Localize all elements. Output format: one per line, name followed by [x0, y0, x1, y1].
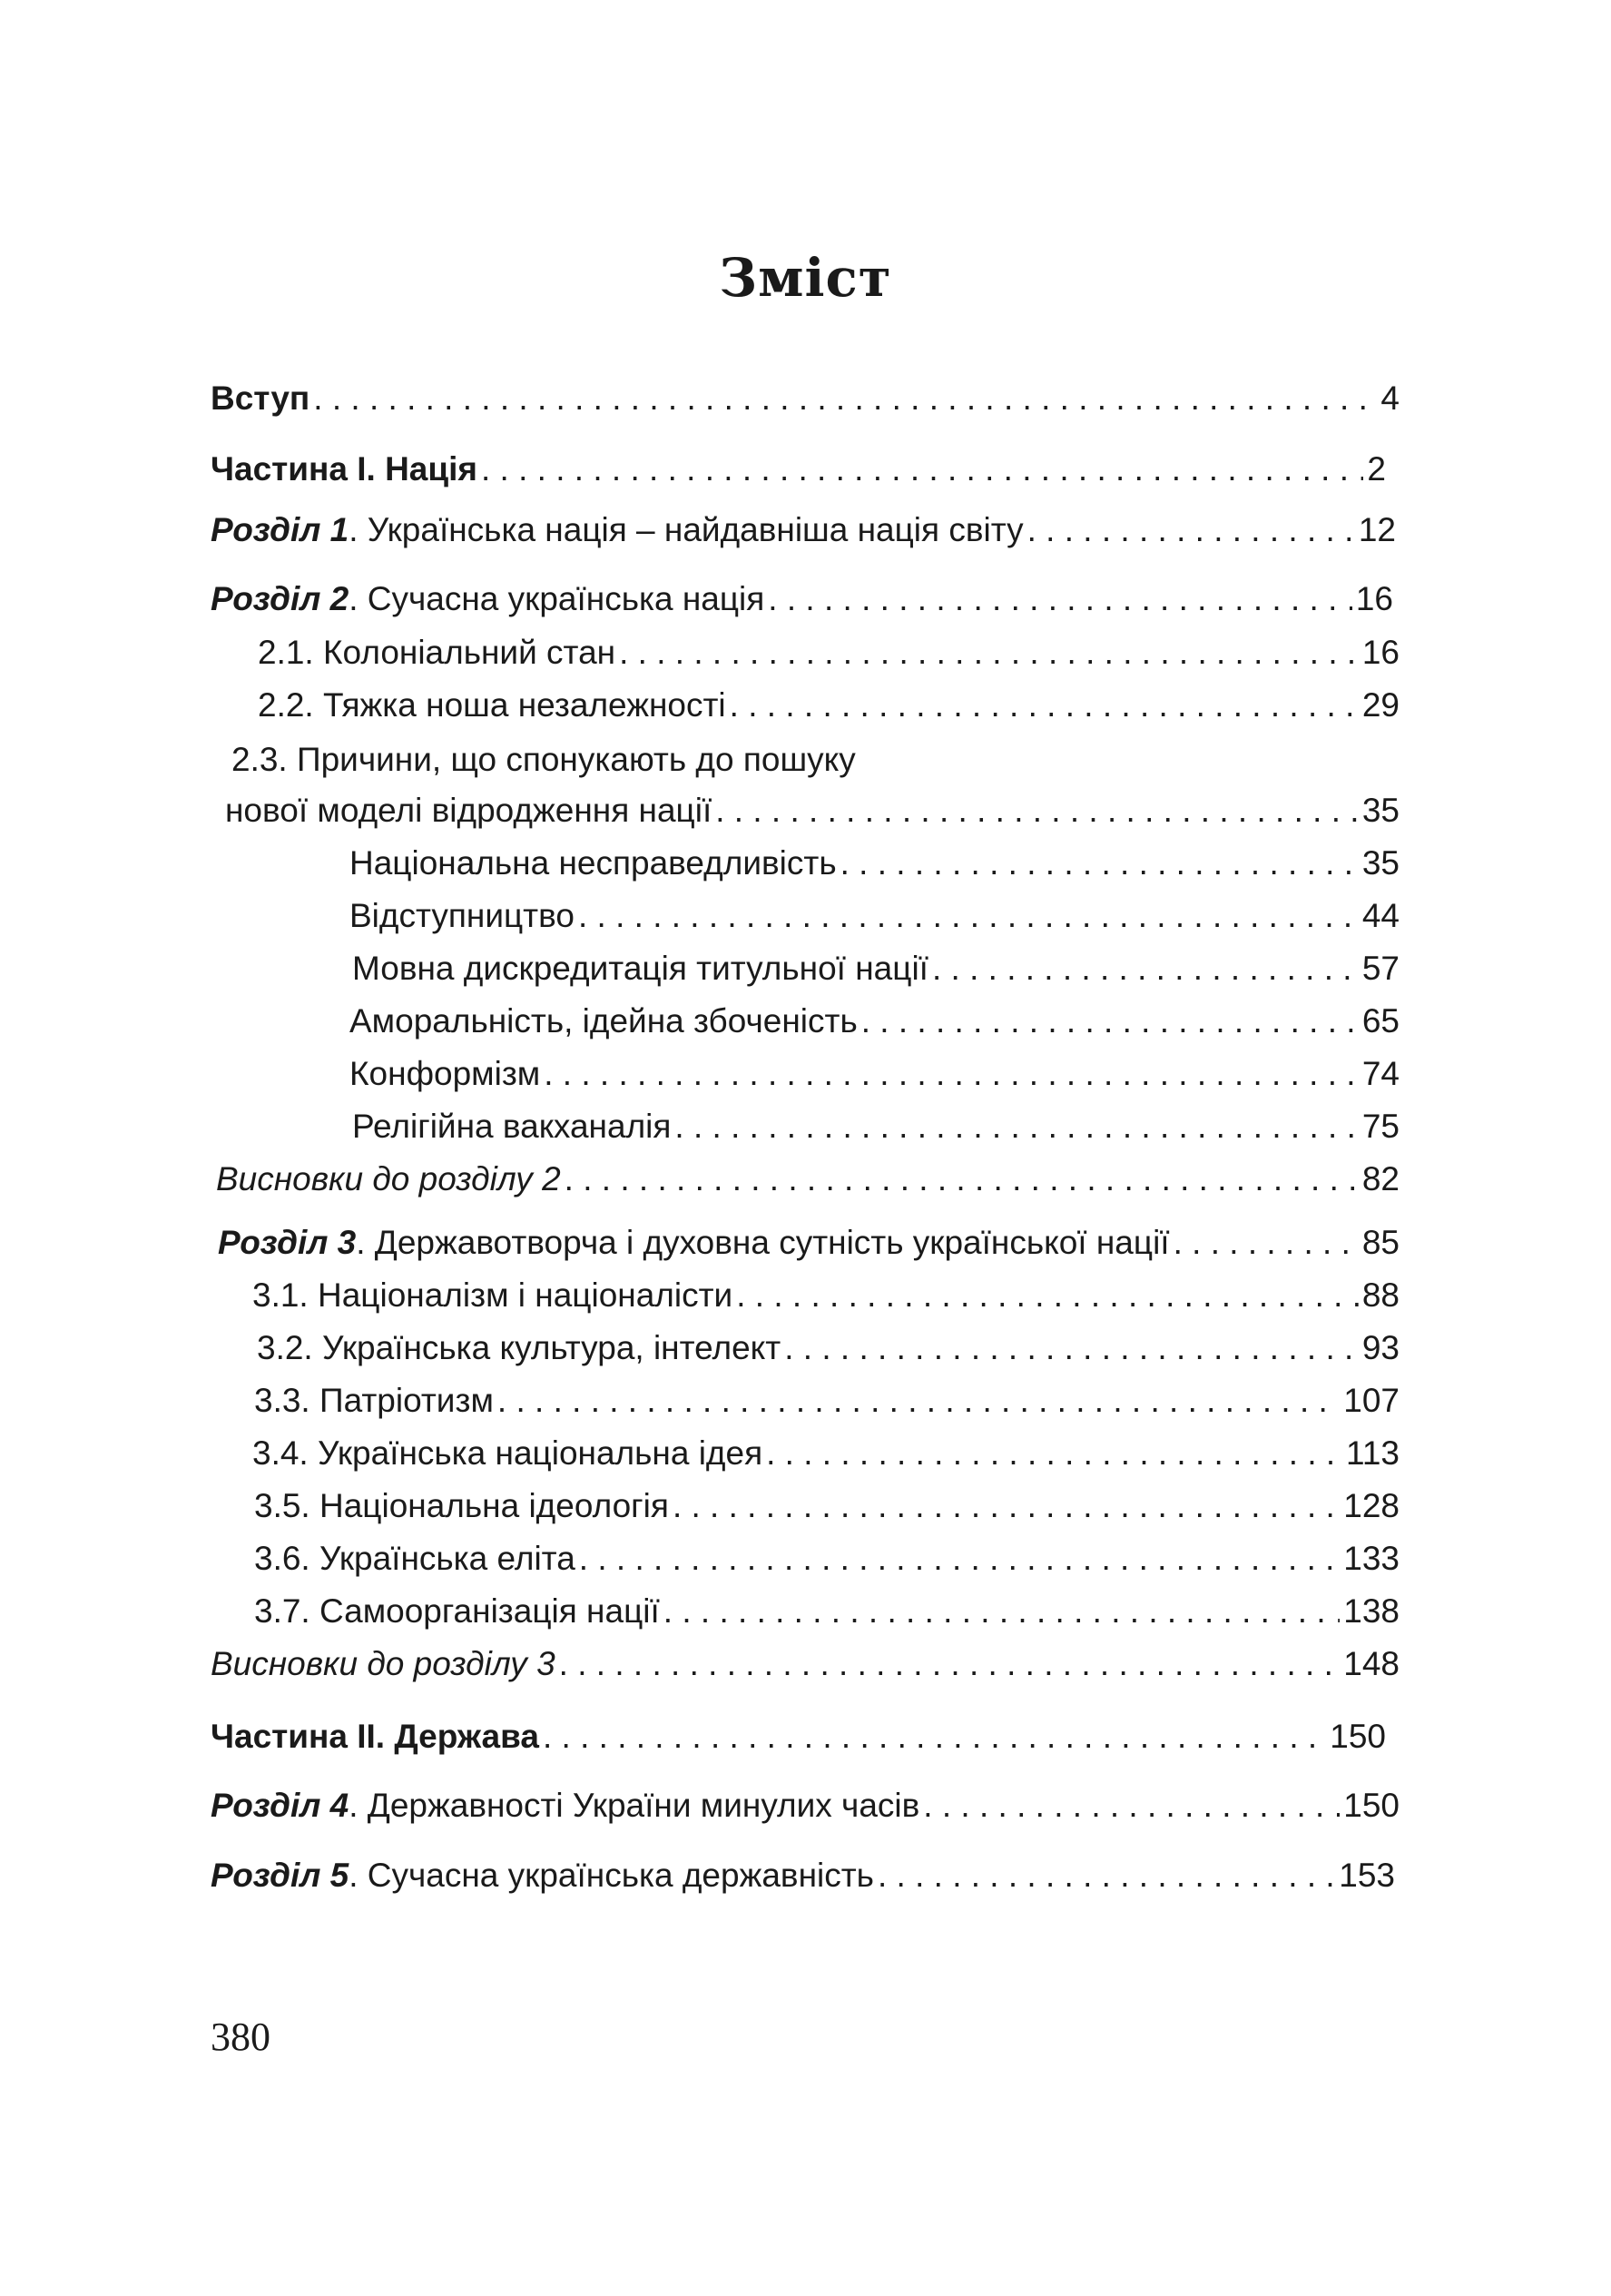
toc-page-number: 74: [1361, 1055, 1400, 1092]
toc-page-number: 85: [1361, 1224, 1400, 1261]
dot-leader: [768, 578, 1352, 620]
page-title: Зміст: [719, 247, 892, 309]
toc-entry-chapter-4[interactable]: [211, 1785, 1400, 1827]
toc-entry-subsection[interactable]: [349, 843, 1400, 884]
toc-entry-section-2-2[interactable]: [258, 685, 1400, 726]
toc-entry-label: . Українська нація – найдавніша нація світу: [349, 511, 1024, 548]
toc-entry-label: 3.2. Українська культура, інтелект: [257, 1329, 781, 1366]
dot-leader: [932, 948, 1359, 990]
toc-entry-section-2-1[interactable]: [258, 632, 1400, 674]
toc-page-number: 153: [1339, 1857, 1395, 1894]
toc-page-number: 128: [1343, 1487, 1400, 1524]
dot-leader: [481, 448, 1363, 490]
dot-leader: [543, 1716, 1326, 1758]
toc-entry-label: Частина ІІ. Держава: [211, 1718, 539, 1755]
dot-leader: [565, 1158, 1359, 1200]
dot-leader: [619, 632, 1359, 674]
toc-page-number: 2: [1367, 450, 1386, 488]
toc-page-number: 150: [1343, 1787, 1400, 1824]
toc-page-number: 150: [1330, 1718, 1386, 1755]
toc-page-number: 133: [1343, 1540, 1400, 1577]
toc-page-number: 107: [1343, 1382, 1400, 1419]
dot-leader: [559, 1643, 1341, 1685]
toc-entry-label: 2.2. Тяжка ноша незалежності: [258, 686, 726, 724]
toc-entry-label: нової моделі відродження нації: [225, 792, 712, 829]
toc-entry-conclusions-3[interactable]: [211, 1643, 1400, 1685]
toc-page-number: 29: [1361, 686, 1400, 724]
dot-leader: [923, 1785, 1340, 1827]
toc-entry-intro[interactable]: [211, 378, 1400, 419]
dot-leader: [673, 1485, 1340, 1527]
toc-entry-label: . Державності України минулих часів: [349, 1787, 920, 1824]
toc-page-number: 44: [1361, 897, 1400, 934]
toc-page-number: 82: [1361, 1160, 1400, 1197]
toc-page-number: 16: [1355, 580, 1393, 617]
dot-leader: [579, 1538, 1340, 1580]
page-number: 380: [211, 2015, 270, 2059]
toc-entry-label: Висновки до розділу 3: [211, 1645, 555, 1682]
toc-entry-section-3-5[interactable]: [254, 1485, 1400, 1527]
toc-entry-chapter-5[interactable]: [211, 1855, 1395, 1897]
dot-leader: [674, 1106, 1358, 1148]
toc-page-number: 4: [1380, 379, 1400, 417]
toc-page-number: 138: [1343, 1592, 1400, 1630]
dot-leader: [313, 378, 1377, 419]
toc-entry-label: Вступ: [211, 379, 310, 417]
toc-entry-label: 3.6. Українська еліта: [254, 1540, 575, 1577]
toc-entry-subsection[interactable]: [349, 895, 1400, 937]
toc-page-number: 35: [1361, 792, 1400, 829]
dot-leader: [715, 790, 1359, 832]
toc-entry-section-3-7[interactable]: [254, 1591, 1400, 1632]
toc-entry-label: 2.1. Колоніальний стан: [258, 634, 616, 671]
toc-entry-label: Відступництво: [349, 897, 575, 934]
toc-entry-section-3-3[interactable]: [254, 1380, 1400, 1422]
dot-leader: [766, 1433, 1342, 1474]
toc-entry-chapter-1[interactable]: [211, 509, 1396, 551]
toc-entry-subsection[interactable]: [349, 1000, 1400, 1042]
toc-page-number: 16: [1361, 634, 1400, 671]
toc-entry-chapter-2[interactable]: [211, 578, 1393, 620]
toc-entry-label: Аморальність, ідейна збоченість: [349, 1002, 858, 1040]
toc-page-number: 113: [1346, 1434, 1400, 1472]
toc-entry-label: Висновки до розділу 2: [216, 1160, 561, 1197]
dot-leader: [861, 1000, 1359, 1042]
toc-entry-label: . Сучасна українська нація: [349, 580, 765, 617]
dot-leader: [1174, 1222, 1359, 1264]
dot-leader: [840, 843, 1359, 884]
toc-entry-label: . Сучасна українська державність: [349, 1857, 874, 1894]
toc-page-number: 93: [1361, 1329, 1400, 1366]
toc-entry-part-1[interactable]: [211, 448, 1386, 490]
toc-entry-section-3-6[interactable]: [254, 1538, 1400, 1580]
toc-page-number: 57: [1361, 950, 1400, 987]
toc-entry-label: Релігійна вакханалія: [352, 1108, 672, 1145]
toc-page-number: 75: [1361, 1108, 1400, 1145]
toc-entry-label: Національна несправедливість: [349, 844, 837, 882]
toc-entry-conclusions-2[interactable]: [216, 1158, 1400, 1200]
dot-leader: [730, 685, 1359, 726]
toc-entry-section-3-1[interactable]: [252, 1275, 1400, 1316]
toc-entry-section-3-4[interactable]: [252, 1433, 1400, 1474]
dot-leader: [1027, 509, 1355, 551]
toc-page-number: 65: [1361, 1002, 1400, 1040]
toc-chapter-prefix: Розділ 1: [211, 511, 349, 548]
toc-chapter-prefix: Розділ 3: [218, 1224, 357, 1261]
toc-entry-label: 3.1. Націоналізм і націоналісти: [252, 1276, 733, 1314]
toc-entry-part-2[interactable]: [211, 1716, 1386, 1758]
toc-entry-label: Конформізм: [349, 1055, 541, 1092]
toc-entry-section-2-3[interactable]: [225, 790, 1400, 832]
toc-entry-chapter-3[interactable]: [218, 1222, 1400, 1264]
dot-leader: [497, 1380, 1340, 1422]
toc-entry-section-3-2[interactable]: [257, 1327, 1400, 1369]
toc-page-number: 12: [1358, 511, 1396, 548]
toc-entry-label: 3.3. Патріотизм: [254, 1382, 494, 1419]
toc-chapter-prefix: Розділ 4: [211, 1787, 349, 1824]
dot-leader: [578, 895, 1359, 937]
toc-chapter-prefix: Розділ 5: [211, 1857, 349, 1894]
toc-chapter-prefix: Розділ 2: [211, 580, 349, 617]
toc-entry-label: Мовна дискредитація титульної нації: [352, 950, 928, 987]
toc-entry-label: 3.5. Національна ідеологія: [254, 1487, 669, 1524]
toc-entry-label: Частина І. Нація: [211, 450, 477, 488]
toc-entry-label: 3.7. Самоорганізація нації: [254, 1592, 660, 1630]
toc-entry-subsection[interactable]: [349, 1053, 1400, 1095]
toc-page-number: 148: [1343, 1645, 1400, 1682]
dot-leader: [544, 1053, 1359, 1095]
toc-entry-section-2-3-line-1[interactable]: 2.3. Причини, що спонукають до пошуку: [231, 741, 856, 778]
toc-entry-label: . Державотворча і духовна сутність української нації: [356, 1224, 1170, 1261]
toc-entry-subsection[interactable]: [352, 948, 1400, 990]
dot-leader: [663, 1591, 1341, 1632]
toc-page-number: 35: [1361, 844, 1400, 882]
dot-leader: [736, 1275, 1359, 1316]
toc-entry-subsection[interactable]: [352, 1106, 1400, 1148]
dot-leader: [878, 1855, 1335, 1897]
dot-leader: [784, 1327, 1359, 1369]
toc-entry-label: 3.4. Українська національна ідея: [252, 1434, 763, 1472]
toc-page-number: 88: [1361, 1276, 1400, 1314]
